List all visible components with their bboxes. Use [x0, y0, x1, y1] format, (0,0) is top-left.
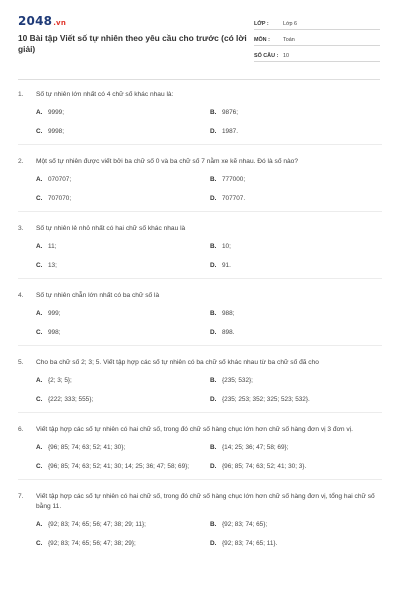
option-text: 777000;	[222, 176, 246, 183]
answer-option[interactable]	[210, 462, 384, 471]
question-item	[18, 279, 382, 346]
question-stem	[18, 157, 382, 167]
option-letter: D.	[210, 540, 217, 547]
option-text: {96; 85; 74; 63; 52; 41; 30};	[48, 444, 126, 451]
meta-key: LỚP :	[254, 21, 269, 27]
answer-option[interactable]	[36, 194, 210, 203]
question-number: 5.	[18, 359, 24, 366]
question-text: Số tự nhiên chẵn lớn nhất có ba chữ số là	[36, 292, 160, 299]
option-text: 9999;	[48, 109, 64, 116]
option-letter: D.	[210, 128, 217, 135]
answer-option[interactable]	[36, 376, 210, 385]
meta-row-count	[254, 47, 380, 62]
question-stem	[18, 291, 382, 301]
option-text: 1987.	[222, 128, 238, 135]
document-title: 10 Bài tập Viết số tự nhiên theo yêu cầu cho trước (có lời giải)	[18, 33, 247, 54]
option-letter: B.	[210, 243, 217, 250]
option-letter: A.	[36, 377, 43, 384]
option-letter: D.	[210, 262, 217, 269]
option-text: {96; 85; 74; 63; 52; 41; 30; 14; 25; 36; 47; 58; 69};	[48, 463, 190, 470]
option-text: 707707.	[222, 195, 246, 202]
answer-options	[36, 108, 382, 136]
question-number: 6.	[18, 426, 24, 433]
answer-option[interactable]	[210, 539, 384, 548]
question-number: 1.	[18, 91, 24, 98]
answer-option[interactable]	[36, 462, 210, 471]
question-number: 2.	[18, 158, 24, 165]
answer-option[interactable]	[36, 261, 210, 270]
answer-option[interactable]	[36, 520, 210, 529]
option-letter: C.	[36, 195, 43, 202]
document-header	[0, 0, 400, 86]
option-letter: B.	[210, 176, 217, 183]
option-letter: B.	[210, 444, 217, 451]
answer-option[interactable]	[210, 175, 384, 184]
option-text: {235; 532};	[222, 377, 253, 384]
option-letter: D.	[210, 329, 217, 336]
question-number: 4.	[18, 292, 24, 299]
answer-options	[36, 309, 382, 337]
meta-row-subject	[254, 31, 380, 46]
option-text: 13;	[48, 262, 57, 269]
option-letter: C.	[36, 463, 43, 470]
answer-option[interactable]	[210, 242, 384, 251]
answer-options	[36, 376, 382, 404]
question-stem	[18, 224, 382, 234]
answer-options	[36, 242, 382, 270]
option-text: 10;	[222, 243, 231, 250]
meta-info	[254, 15, 380, 63]
answer-option[interactable]	[36, 309, 210, 318]
meta-value: Toán	[283, 37, 295, 43]
answer-options	[36, 520, 382, 548]
option-text: {96; 85; 74; 63; 52; 41; 30; 3}.	[222, 463, 307, 470]
question-item	[18, 480, 382, 548]
meta-value: 10	[283, 53, 289, 59]
option-letter: C.	[36, 262, 43, 269]
option-text: 999;	[48, 310, 61, 317]
answer-option[interactable]	[36, 175, 210, 184]
question-stem	[18, 425, 382, 435]
question-item	[18, 212, 382, 279]
option-text: 988;	[222, 310, 235, 317]
question-text: Số tự nhiên lẻ nhỏ nhất có hai chữ số khác nhau là	[36, 225, 186, 232]
logo-tld: .vn	[53, 19, 67, 27]
option-letter: A.	[36, 109, 43, 116]
option-letter: C.	[36, 329, 43, 336]
answer-option[interactable]	[36, 127, 210, 136]
option-letter: A.	[36, 310, 43, 317]
meta-key: MÔN :	[254, 37, 270, 43]
option-text: {235; 253; 352; 325; 523; 532}.	[222, 396, 310, 403]
question-item	[18, 80, 382, 145]
option-letter: D.	[210, 396, 217, 403]
answer-option[interactable]	[210, 395, 384, 404]
question-stem	[18, 358, 382, 368]
option-letter: B.	[210, 521, 217, 528]
option-text: 9998;	[48, 128, 64, 135]
question-item	[18, 145, 382, 212]
option-text: 070707;	[48, 176, 72, 183]
option-letter: D.	[210, 463, 217, 470]
option-letter: A.	[36, 521, 43, 528]
option-letter: A.	[36, 444, 43, 451]
option-text: {14; 25; 36; 47; 58; 69};	[222, 444, 289, 451]
meta-key: SỐ CÂU :	[254, 53, 279, 59]
option-letter: C.	[36, 128, 43, 135]
option-text: 707070;	[48, 195, 72, 202]
option-letter: D.	[210, 195, 217, 202]
option-letter: C.	[36, 540, 43, 547]
answer-option[interactable]	[36, 328, 210, 337]
answer-option[interactable]	[210, 309, 384, 318]
answer-option[interactable]	[210, 520, 384, 529]
site-logo[interactable]	[18, 14, 66, 28]
question-number: 3.	[18, 225, 24, 232]
question-stem	[18, 90, 382, 100]
meta-row-class	[254, 15, 380, 30]
option-text: 898.	[222, 329, 235, 336]
question-item	[18, 346, 382, 413]
answer-option[interactable]	[36, 539, 210, 548]
question-text: Viết tập hợp các số tự nhiên có hai chữ số, trong đó chữ số hàng chục lớn hơn chữ số hàng đơn vị 3 đơn vị.	[36, 426, 354, 433]
answer-options	[36, 443, 382, 471]
option-text: {92; 83; 74; 65; 56; 47; 38; 29};	[48, 540, 136, 547]
logo-name: 2048	[18, 14, 53, 28]
answer-option[interactable]	[210, 328, 384, 337]
option-text: {2; 3; 5};	[48, 377, 72, 384]
option-letter: C.	[36, 396, 43, 403]
answer-option[interactable]	[36, 108, 210, 117]
option-text: 11;	[48, 243, 57, 250]
question-text: Cho ba chữ số 2; 3; 5. Viết tập hợp các số tự nhiên có ba chữ số khác nhau từ ba chữ số đã cho	[36, 359, 319, 366]
option-letter: A.	[36, 176, 43, 183]
option-letter: B.	[210, 310, 217, 317]
option-text: 91.	[222, 262, 231, 269]
option-letter: B.	[210, 377, 217, 384]
option-text: {222; 333; 555};	[48, 396, 94, 403]
question-list	[18, 80, 382, 548]
answer-options	[36, 175, 382, 203]
answer-option[interactable]	[210, 443, 384, 452]
question-number: 7.	[18, 493, 24, 500]
question-stem	[18, 492, 382, 512]
option-text: 998;	[48, 329, 61, 336]
answer-option[interactable]	[36, 242, 210, 251]
answer-option[interactable]	[210, 261, 384, 270]
option-letter: B.	[210, 109, 217, 116]
answer-option[interactable]	[36, 443, 210, 452]
answer-option[interactable]	[36, 395, 210, 404]
question-item	[18, 413, 382, 480]
meta-value: Lớp 6	[283, 21, 298, 27]
option-text: 9876;	[222, 109, 238, 116]
option-letter: A.	[36, 243, 43, 250]
question-text: Một số tự nhiên được viết bởi ba chữ số 0 và ba chữ số 7 nằm xe kẽ nhau. Đó là số nào?	[36, 158, 298, 165]
answer-option[interactable]	[210, 376, 384, 385]
question-text: Viết tập hợp các số tự nhiên có hai chữ số, trong đó chữ số hàng chục lớn hơn chữ số hàng đơn vị, tổng hai chữ số bằng 11.	[36, 493, 375, 510]
question-text: Số tự nhiên lớn nhất có 4 chữ số khác nhau là:	[36, 91, 174, 98]
answer-option[interactable]	[210, 194, 384, 203]
option-text: {92; 83; 74; 65};	[222, 521, 268, 528]
answer-option[interactable]	[210, 108, 384, 117]
answer-option[interactable]	[210, 127, 384, 136]
option-text: {92; 83; 74; 65; 11}.	[222, 540, 278, 547]
option-text: {92; 83; 74; 65; 56; 47; 38; 29; 11};	[48, 521, 146, 528]
